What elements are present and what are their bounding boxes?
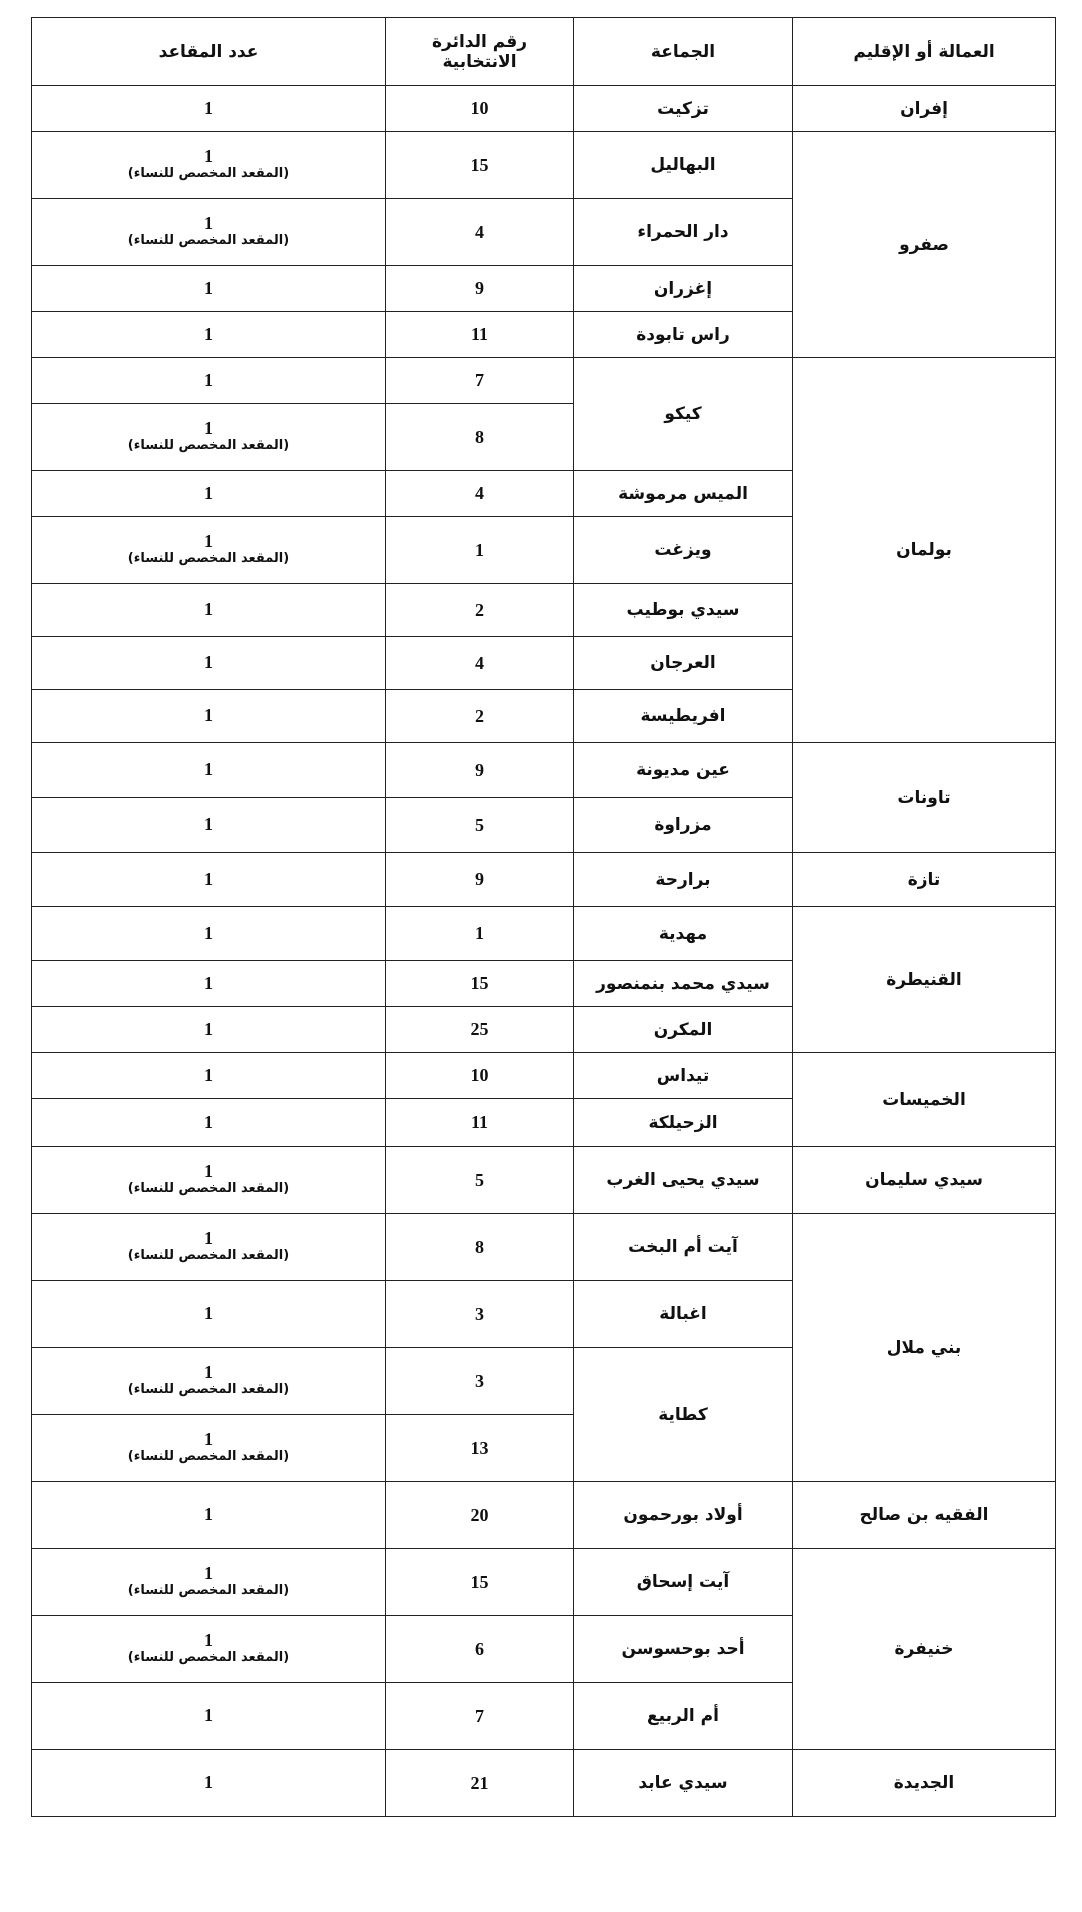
seats-cell: 1 (المقعد المخصص للنساء) — [32, 1214, 386, 1281]
seats-cell: 1 (المقعد المخصص للنساء) — [32, 404, 386, 471]
seats-cell: 1 — [32, 312, 386, 358]
table-row — [32, 1549, 1056, 1616]
women-seat-note: (المقعد المخصص للنساء) — [127, 1650, 290, 1665]
seats-cell: 1 — [32, 1482, 386, 1549]
commune-cell: ويزغت — [574, 517, 793, 584]
district-cell: 7 — [386, 358, 574, 404]
commune-cell: دار الحمراء — [574, 199, 793, 266]
province-cell: صفرو — [793, 132, 1056, 358]
header-province: العمالة أو الإقليم — [793, 18, 1056, 86]
district-cell: 3 — [386, 1281, 574, 1348]
commune-cell: المكرن — [574, 1007, 793, 1053]
district-cell: 21 — [386, 1750, 574, 1817]
province-cell: الجديدة — [793, 1750, 1056, 1817]
district-cell: 10 — [386, 86, 574, 132]
province-cell: الخميسات — [793, 1053, 1056, 1147]
district-cell: 2 — [386, 584, 574, 637]
commune-cell: سيدي محمد بنمنصور — [574, 961, 793, 1007]
district-cell: 8 — [386, 404, 574, 471]
province-cell: خنيفرة — [793, 1549, 1056, 1750]
district-cell: 11 — [386, 312, 574, 358]
district-cell: 25 — [386, 1007, 574, 1053]
table-row — [32, 1147, 1056, 1214]
seats-cell: 1 — [32, 690, 386, 743]
header-commune: الجماعة — [574, 18, 793, 86]
seats-cell: 1 — [32, 471, 386, 517]
district-cell: 2 — [386, 690, 574, 743]
seats-cell: 1 — [32, 358, 386, 404]
province-cell: إفران — [793, 86, 1056, 132]
seats-cell: 1 — [32, 584, 386, 637]
seats-cell: 1 — [32, 907, 386, 961]
commune-cell: مهدية — [574, 907, 793, 961]
commune-cell: سيدي عابد — [574, 1750, 793, 1817]
table-row — [32, 358, 1056, 404]
seats-cell: 1 — [32, 1683, 386, 1750]
seats-cell: 1 (المقعد المخصص للنساء) — [32, 132, 386, 199]
commune-cell: البهاليل — [574, 132, 793, 199]
women-seat-note: (المقعد المخصص للنساء) — [127, 1248, 290, 1263]
province-cell: تاونات — [793, 743, 1056, 853]
district-cell: 4 — [386, 199, 574, 266]
seats-cell: 1 — [32, 1281, 386, 1348]
commune-cell: عين مديونة — [574, 743, 793, 798]
commune-cell: الميس مرموشة — [574, 471, 793, 517]
table-row — [32, 907, 1056, 961]
commune-cell: كطاية — [574, 1348, 793, 1482]
district-cell: 15 — [386, 132, 574, 199]
district-cell: 8 — [386, 1214, 574, 1281]
district-cell: 7 — [386, 1683, 574, 1750]
commune-cell: آيت أم البخت — [574, 1214, 793, 1281]
commune-cell: الزحيلكة — [574, 1099, 793, 1147]
women-seat-note: (المقعد المخصص للنساء) — [127, 438, 290, 453]
table-row — [32, 132, 1056, 199]
commune-cell: أولاد بورحمون — [574, 1482, 793, 1549]
district-cell: 9 — [386, 853, 574, 907]
women-seat-note: (المقعد المخصص للنساء) — [127, 1181, 290, 1196]
table-row — [32, 1053, 1056, 1099]
province-cell: بولمان — [793, 358, 1056, 743]
commune-cell: كيكو — [574, 358, 793, 471]
seats-cell: 1 (المقعد المخصص للنساء) — [32, 1147, 386, 1214]
district-cell: 9 — [386, 743, 574, 798]
district-cell: 11 — [386, 1099, 574, 1147]
district-cell: 15 — [386, 961, 574, 1007]
district-cell: 5 — [386, 1147, 574, 1214]
district-cell: 9 — [386, 266, 574, 312]
women-seat-note: (المقعد المخصص للنساء) — [127, 551, 290, 566]
seats-cell: 1 — [32, 1099, 386, 1147]
header-district: رقم الدائرة الانتخابية — [386, 18, 574, 86]
seats-cell: 1 (المقعد المخصص للنساء) — [32, 1415, 386, 1482]
province-cell: بني ملال — [793, 1214, 1056, 1482]
commune-cell: أم الربيع — [574, 1683, 793, 1750]
women-seat-note: (المقعد المخصص للنساء) — [127, 1382, 290, 1397]
table-row — [32, 1750, 1056, 1817]
district-cell: 1 — [386, 517, 574, 584]
seats-cell: 1 — [32, 86, 386, 132]
commune-cell: العرجان — [574, 637, 793, 690]
seats-cell: 1 — [32, 798, 386, 853]
district-cell: 1 — [386, 907, 574, 961]
commune-cell: افريطيسة — [574, 690, 793, 743]
commune-cell: سيدي بوطيب — [574, 584, 793, 637]
seats-cell: 1 (المقعد المخصص للنساء) — [32, 1616, 386, 1683]
women-seat-note: (المقعد المخصص للنساء) — [127, 1449, 290, 1464]
district-cell: 3 — [386, 1348, 574, 1415]
seats-cell: 1 (المقعد المخصص للنساء) — [32, 1549, 386, 1616]
seats-cell: 1 — [32, 1007, 386, 1053]
seats-table — [31, 17, 1056, 1817]
commune-cell: آيت إسحاق — [574, 1549, 793, 1616]
commune-cell: سيدي يحيى الغرب — [574, 1147, 793, 1214]
commune-cell: تزكيت — [574, 86, 793, 132]
seats-cell: 1 — [32, 1750, 386, 1817]
table-row — [32, 86, 1056, 132]
commune-cell: راس تابودة — [574, 312, 793, 358]
seats-cell: 1 — [32, 743, 386, 798]
seats-cell: 1 (المقعد المخصص للنساء) — [32, 199, 386, 266]
province-cell: الفقيه بن صالح — [793, 1482, 1056, 1549]
table-row — [32, 1482, 1056, 1549]
commune-cell: مزراوة — [574, 798, 793, 853]
women-seat-note: (المقعد المخصص للنساء) — [127, 166, 290, 181]
province-cell: سيدي سليمان — [793, 1147, 1056, 1214]
commune-cell: أحد بوحسوسن — [574, 1616, 793, 1683]
district-cell: 4 — [386, 637, 574, 690]
district-cell: 6 — [386, 1616, 574, 1683]
seats-cell: 1 — [32, 853, 386, 907]
district-cell: 10 — [386, 1053, 574, 1099]
table-row — [32, 743, 1056, 798]
table-row — [32, 853, 1056, 907]
table-row — [32, 1214, 1056, 1281]
commune-cell: برارحة — [574, 853, 793, 907]
header-row — [32, 18, 1056, 86]
seats-cell: 1 — [32, 961, 386, 1007]
women-seat-note: (المقعد المخصص للنساء) — [127, 1583, 290, 1598]
commune-cell: إغزران — [574, 266, 793, 312]
seats-cell: 1 — [32, 637, 386, 690]
women-seat-note: (المقعد المخصص للنساء) — [127, 233, 290, 248]
seats-cell: 1 — [32, 1053, 386, 1099]
header-seats: عدد المقاعد — [32, 18, 386, 86]
commune-cell: تيداس — [574, 1053, 793, 1099]
district-cell: 4 — [386, 471, 574, 517]
commune-cell: اغبالة — [574, 1281, 793, 1348]
province-cell: القنيطرة — [793, 907, 1056, 1053]
district-cell: 15 — [386, 1549, 574, 1616]
seats-cell: 1 (المقعد المخصص للنساء) — [32, 1348, 386, 1415]
district-cell: 20 — [386, 1482, 574, 1549]
district-cell: 13 — [386, 1415, 574, 1482]
district-cell: 5 — [386, 798, 574, 853]
seats-cell: 1 — [32, 266, 386, 312]
province-cell: تازة — [793, 853, 1056, 907]
seats-cell: 1 (المقعد المخصص للنساء) — [32, 517, 386, 584]
